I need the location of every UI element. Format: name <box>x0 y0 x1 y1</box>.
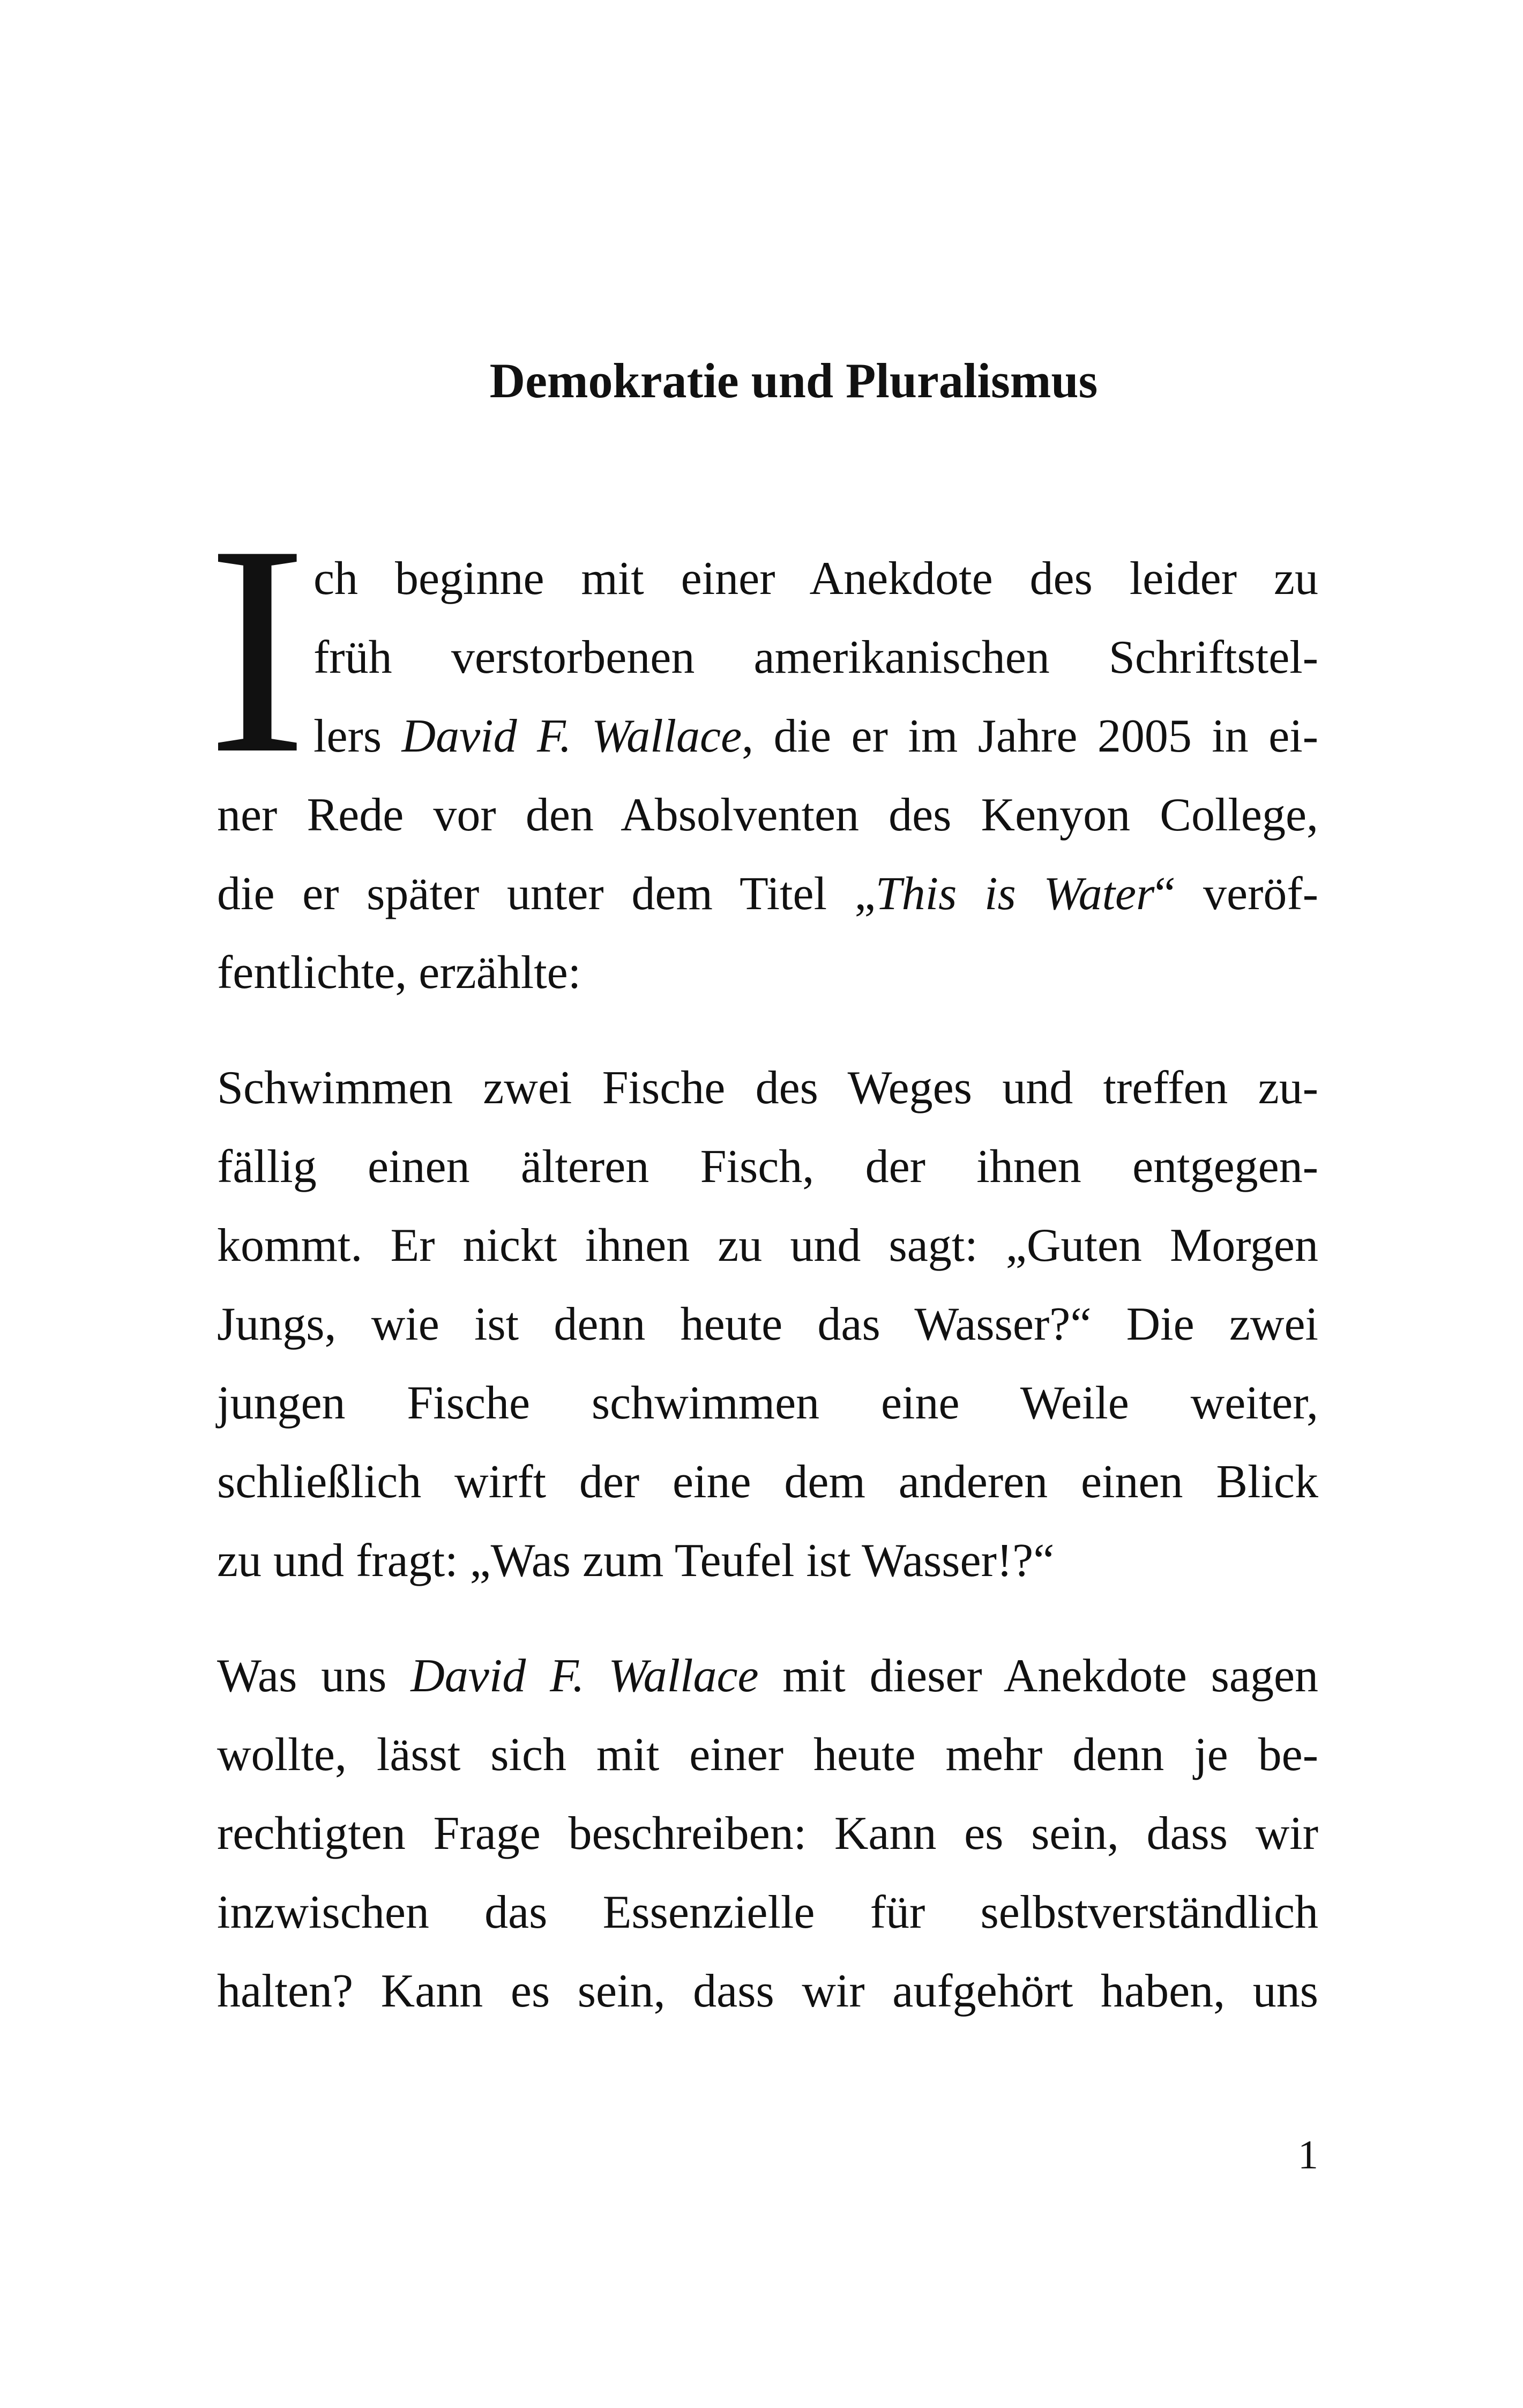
text-line: halten? Kann es sein, dass wir aufgehört haben, uns <box>217 1965 1318 2017</box>
author-name-italic: David F. Wallace <box>401 710 742 762</box>
text-run: Was uns <box>217 1650 411 1702</box>
text-line: schließlich wirft der eine dem anderen einen Blick <box>217 1456 1318 1508</box>
text-line: kommt. Er nickt ihnen zu und sagt: „Guten Morgen <box>217 1220 1318 1272</box>
text-line <box>217 865 1318 924</box>
text-line: wollte, lässt sich mit einer heute mehr denn je be- <box>217 1729 1318 1781</box>
text-line: inzwischen das Essenzielle für selbstverständlich <box>217 1886 1318 1938</box>
text-line: früh verstorbenen amerikanischen Schriftstel- <box>313 631 1318 683</box>
text-run: mit dieser Anekdote sagen <box>758 1650 1318 1702</box>
text-line: zu und fragt: „Was zum Teufel ist Wasser!?“ <box>217 1535 1055 1587</box>
text-line: ch beginne mit einer Anekdote des leider zu <box>313 553 1318 605</box>
page-number: 1 <box>1298 2132 1318 2177</box>
text-line: rechtigten Frage beschreiben: Kann es sein, dass wir <box>217 1808 1318 1860</box>
text-line: fentlichte, erzählte: <box>217 947 581 999</box>
text-run: lers <box>313 710 402 762</box>
text-line: Schwimmen zwei Fische des Weges und treffen zu- <box>217 1062 1318 1114</box>
text-line: jungen Fische schwimmen eine Weile weiter, <box>217 1377 1318 1429</box>
text-line: Jungs, wie ist denn heute das Wasser?“ Die zwei <box>217 1298 1318 1350</box>
text-line <box>313 707 1318 766</box>
book-title-italic: This is Water <box>875 868 1155 920</box>
drop-cap-glyph: I <box>207 484 308 816</box>
text-run: , die er im Jahre 2005 in ei- <box>742 710 1319 762</box>
text-run: die er später unter dem Titel „ <box>217 868 876 920</box>
chapter-title: Demokratie und Pluralismus <box>489 353 1098 408</box>
author-name-italic: David F. Wallace <box>410 1650 759 1702</box>
text-line: ner Rede vor den Absolventen des Kenyon College, <box>217 789 1318 841</box>
text-line <box>217 1647 1318 1706</box>
text-run: “ veröf- <box>1154 868 1319 920</box>
text-line: fällig einen älteren Fisch, der ihnen entgegen- <box>217 1141 1318 1193</box>
drop-cap-letter-i <box>207 484 308 816</box>
